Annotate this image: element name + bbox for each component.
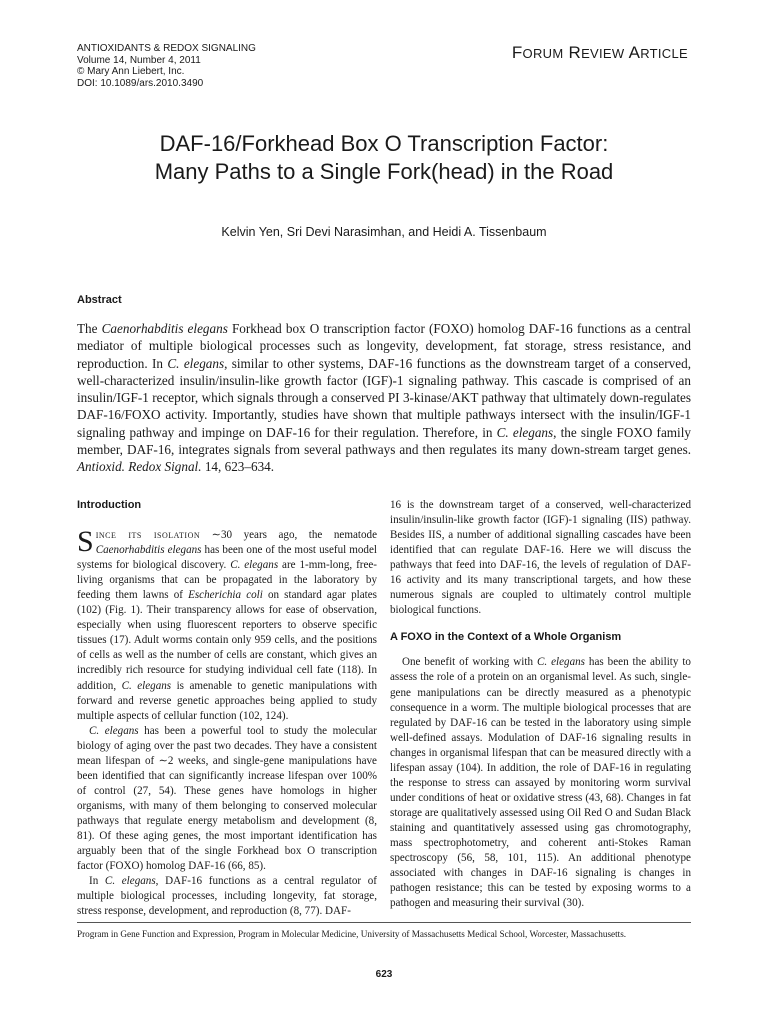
journal-name: ANTIOXIDANTS & REDOX SIGNALING [77,43,256,54]
doi: DOI: 10.1089/ars.2010.3490 [77,77,204,89]
abstract-heading: Abstract [77,294,122,306]
affiliation-footnote: Program in Gene Function and Expression, Program in Molecular Medicine, University of Massachusetts Medical School, Worcester, Massachusetts. [77,929,627,939]
drop-cap: S [77,525,94,559]
intro-paragraph-1: Since its isolation ∼30 years ago, the nematode Caenorhabditis elegans has been one of the most useful model systems for biological discovery. C. elegans are 1-mm-long, free-living organisms that can be propagated in the laboratory by feeding them lawns of Escherichia coli on standard agar plates (102) (Fig. 1). Their transparency allows for ease of observation, especially when using fluorescent reporters to observe specific tissues (17). Adult worms contain only 959 cells, and the positions of cells as well as the number of cells are constant, which gives an incredibly rich resource for studying individual cell fate (118). In addition, C. elegans is amenable to genetic manipulations with forward and reverse genetic approaches being applied to study multiple aspects of cellular function (102, 124). [77,525,378,722]
intro-paragraph-3: In C. elegans, DAF-16 functions as a central regulator of multiple biological processes, including longevity, fat storage, stress response, development, and reproduction (8, 77). DAF- [77,875,377,918]
left-column [77,498,377,919]
intro-paragraph-3-continued: 16 is the downstream target of a conserved, well-characterized insulin/insulin-like growth factor (IGF)-1 signaling (IIS) pathway. Besides IIS, a number of additional signalling cascades have been identified that can regulate DAF-16. Here we will discuss the pathways that feed into DAF-16, the levels of regulation of DAF-16 activity and its many transcriptional targets, and how these numerous signals are coupled to ultimately control multiple biological functions. [390,499,691,617]
copyright: © Mary Ann Liebert, Inc. [77,66,185,77]
right-column [390,498,691,911]
abstract-text: The Caenorhabditis elegans Forkhead box O transcription factor (FOXO) homolog DAF-16 functions as a central mediator of multiple biological processes such as longevity, development, fat storage, stress resistance, and reproduction. In C. elegans, similar to other systems, DAF-16 functions as the downstream target of a conserved, well-characterized insulin/insulin-like growth factor (IGF)-1 signaling pathway. This cascade is comprised of an insulin/IGF-1 receptor, which signals through a conserved PI 3-kinase/AKT pathway that ultimately down-regulates DAF-16/FOXO activity. Importantly, studies have shown that multiple pathways intersect with the insulin/IGF-1 signaling pathway and impinge on DAF-16 for their regulation. Therefore, in C. elegans, the single FOXO family member, DAF-16, integrates signals from several pathways and then regulates its many down-stream target genes. Antioxid. Redox Signal. 14, 623–634. [77,321,691,475]
journal-volume: Volume 14, Number 4, 2011 [77,54,201,66]
authors: Kelvin Yen, Sri Devi Narasimhan, and Heidi A. Tissenbaum [221,225,547,239]
foxo-section-heading: A FOXO in the Context of a Whole Organism [390,631,622,644]
foxo-paragraph-1: One benefit of working with C. elegans has been the ability to assess the role of a protein on an organismal level. As such, single-gene manipulations can be directly measured as a phenotypic consequence in a worm. The multiple biological processes that are regulated by DAF-16 can be tested in the laboratory using simple well-defined assays. Modulation of DAF-16 signaling results in changes in organismal lifespan that can be measured directly with a lifespan assay (104). In addition, the role of DAF-16 in regulating the response to stress can assayed by monitoring worm survival under conditions of heat or oxidative stress (43, 68). Changes in fat storage are qualitatively assessed using Oil Red O and Sudan Black staining and quantitatively assessed using gas chromotography, mass spectrophotometry, and coherent anti-Stokes Raman spectroscopy (56, 58, 101, 115). An additional phenotype associated with changes in DAF-16 signaling is changes in pathogen resistance; this can be tested by exposing worms to a pathogen and measuring their survival (30). [390,656,691,910]
article-title: DAF-16/Forkhead Box O Transcription Factor: Many Paths to a Single Fork(head) in the Road [154,131,614,184]
footnote-divider [77,922,691,923]
page-number: 623 [375,969,393,980]
journal-info [77,43,256,89]
article-type: FORUM REVIEW ARTICLE [511,43,688,62]
introduction-heading: Introduction [77,499,142,511]
intro-paragraph-2: C. elegans has been a powerful tool to study the molecular biology of aging over the past two decades. They have a consistent mean lifespan of ∼2 weeks, and single-gene manipulations have been identified that can significantly increase lifespan over 100% of control (27, 54). These genes have homologs in higher organisms, with many of them belonging to conserved molecular pathways that regulate energy metabolism and development (8, 81). Of these aging genes, the most important identification has arguably been that of the single Forkhead box O transcription factor (FOXO) homolog DAF-16 (66, 85). [77,724,377,873]
